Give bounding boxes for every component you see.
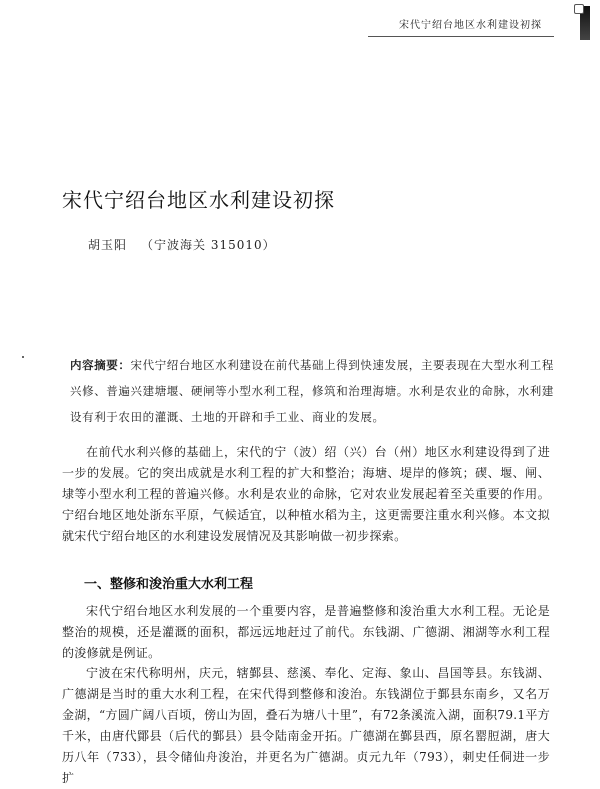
- section-paragraph-1: 宋代宁绍台地区水利发展的一个重要内容，是普遍整修和浚治重大水利工程。无论是整治的规模，还是灌溉的面积，都远远地赶过了前代。东钱湖、广德湖、湘湖等水利工程的浚修就是例证。: [62, 604, 550, 660]
- running-header: 宋代宁绍台地区水利建设初探: [399, 20, 542, 31]
- abstract-label: 内容摘要：: [70, 358, 131, 372]
- margin-dot: [22, 356, 24, 358]
- intro-paragraph: 在前代水利兴修的基础上，宋代的宁（波）绍（兴）台（州）地区水利建设得到了进一步的发展。它的突出成就是水利工程的扩大和整治；海塘、堤岸的修筑；碶、堰、闸、埭等小型水利工程的普遍兴修。水利是农业的命脉，它对农业发展起着至关重要的作用。宁绍台地区地处浙东平原，气候适宜，以种植水稻为主，这更需要注重水利兴修。本文拟就宋代宁绍台地区的水利建设发展情况及其影响做一初步探索。: [62, 445, 550, 543]
- author-line: [88, 236, 276, 253]
- author-affiliation: （宁波海关 315010）: [141, 238, 276, 252]
- corner-tab-decoration: [580, 6, 590, 40]
- abstract: [70, 352, 554, 430]
- section-paragraph-2: 宁波在宋代称明州，庆元，辖鄞县、慈溪、奉化、定海、象山、昌国等县。东钱湖、广德湖是当时的重大水利工程，在宋代得到整修和浚治。东钱湖位于鄞县东南乡，又名万金湖，“方圆广阔八百顷，傍山为固，叠石为塘八十里”，有72条溪流入湖，面积79.1平方千米，由唐代鄮县（后代的鄞县）县令陆南金开拓。广德湖在鄞县西，原名罂脰湖，唐大历八年（733），县令储仙舟浚治，并更名为广德湖。贞元九年（793），刺史任侗进一步扩: [62, 666, 550, 785]
- section-heading: 一、整修和浚治重大水利工程: [84, 577, 254, 592]
- author-name: 胡玉阳: [88, 238, 128, 252]
- article-title: 宋代宁绍台地区水利建设初探: [62, 188, 335, 212]
- abstract-text: 宋代宁绍台地区水利建设在前代基础上得到快速发展，主要表现在大型水利工程兴修、普遍兴建塘堰、硬闸等小型水利工程，修筑和治理海塘。水利是农业的命脉，水利建设有利于农田的灌溉、土地的开辟和手工业、商业的发展。: [70, 358, 554, 424]
- header-divider: [368, 36, 554, 37]
